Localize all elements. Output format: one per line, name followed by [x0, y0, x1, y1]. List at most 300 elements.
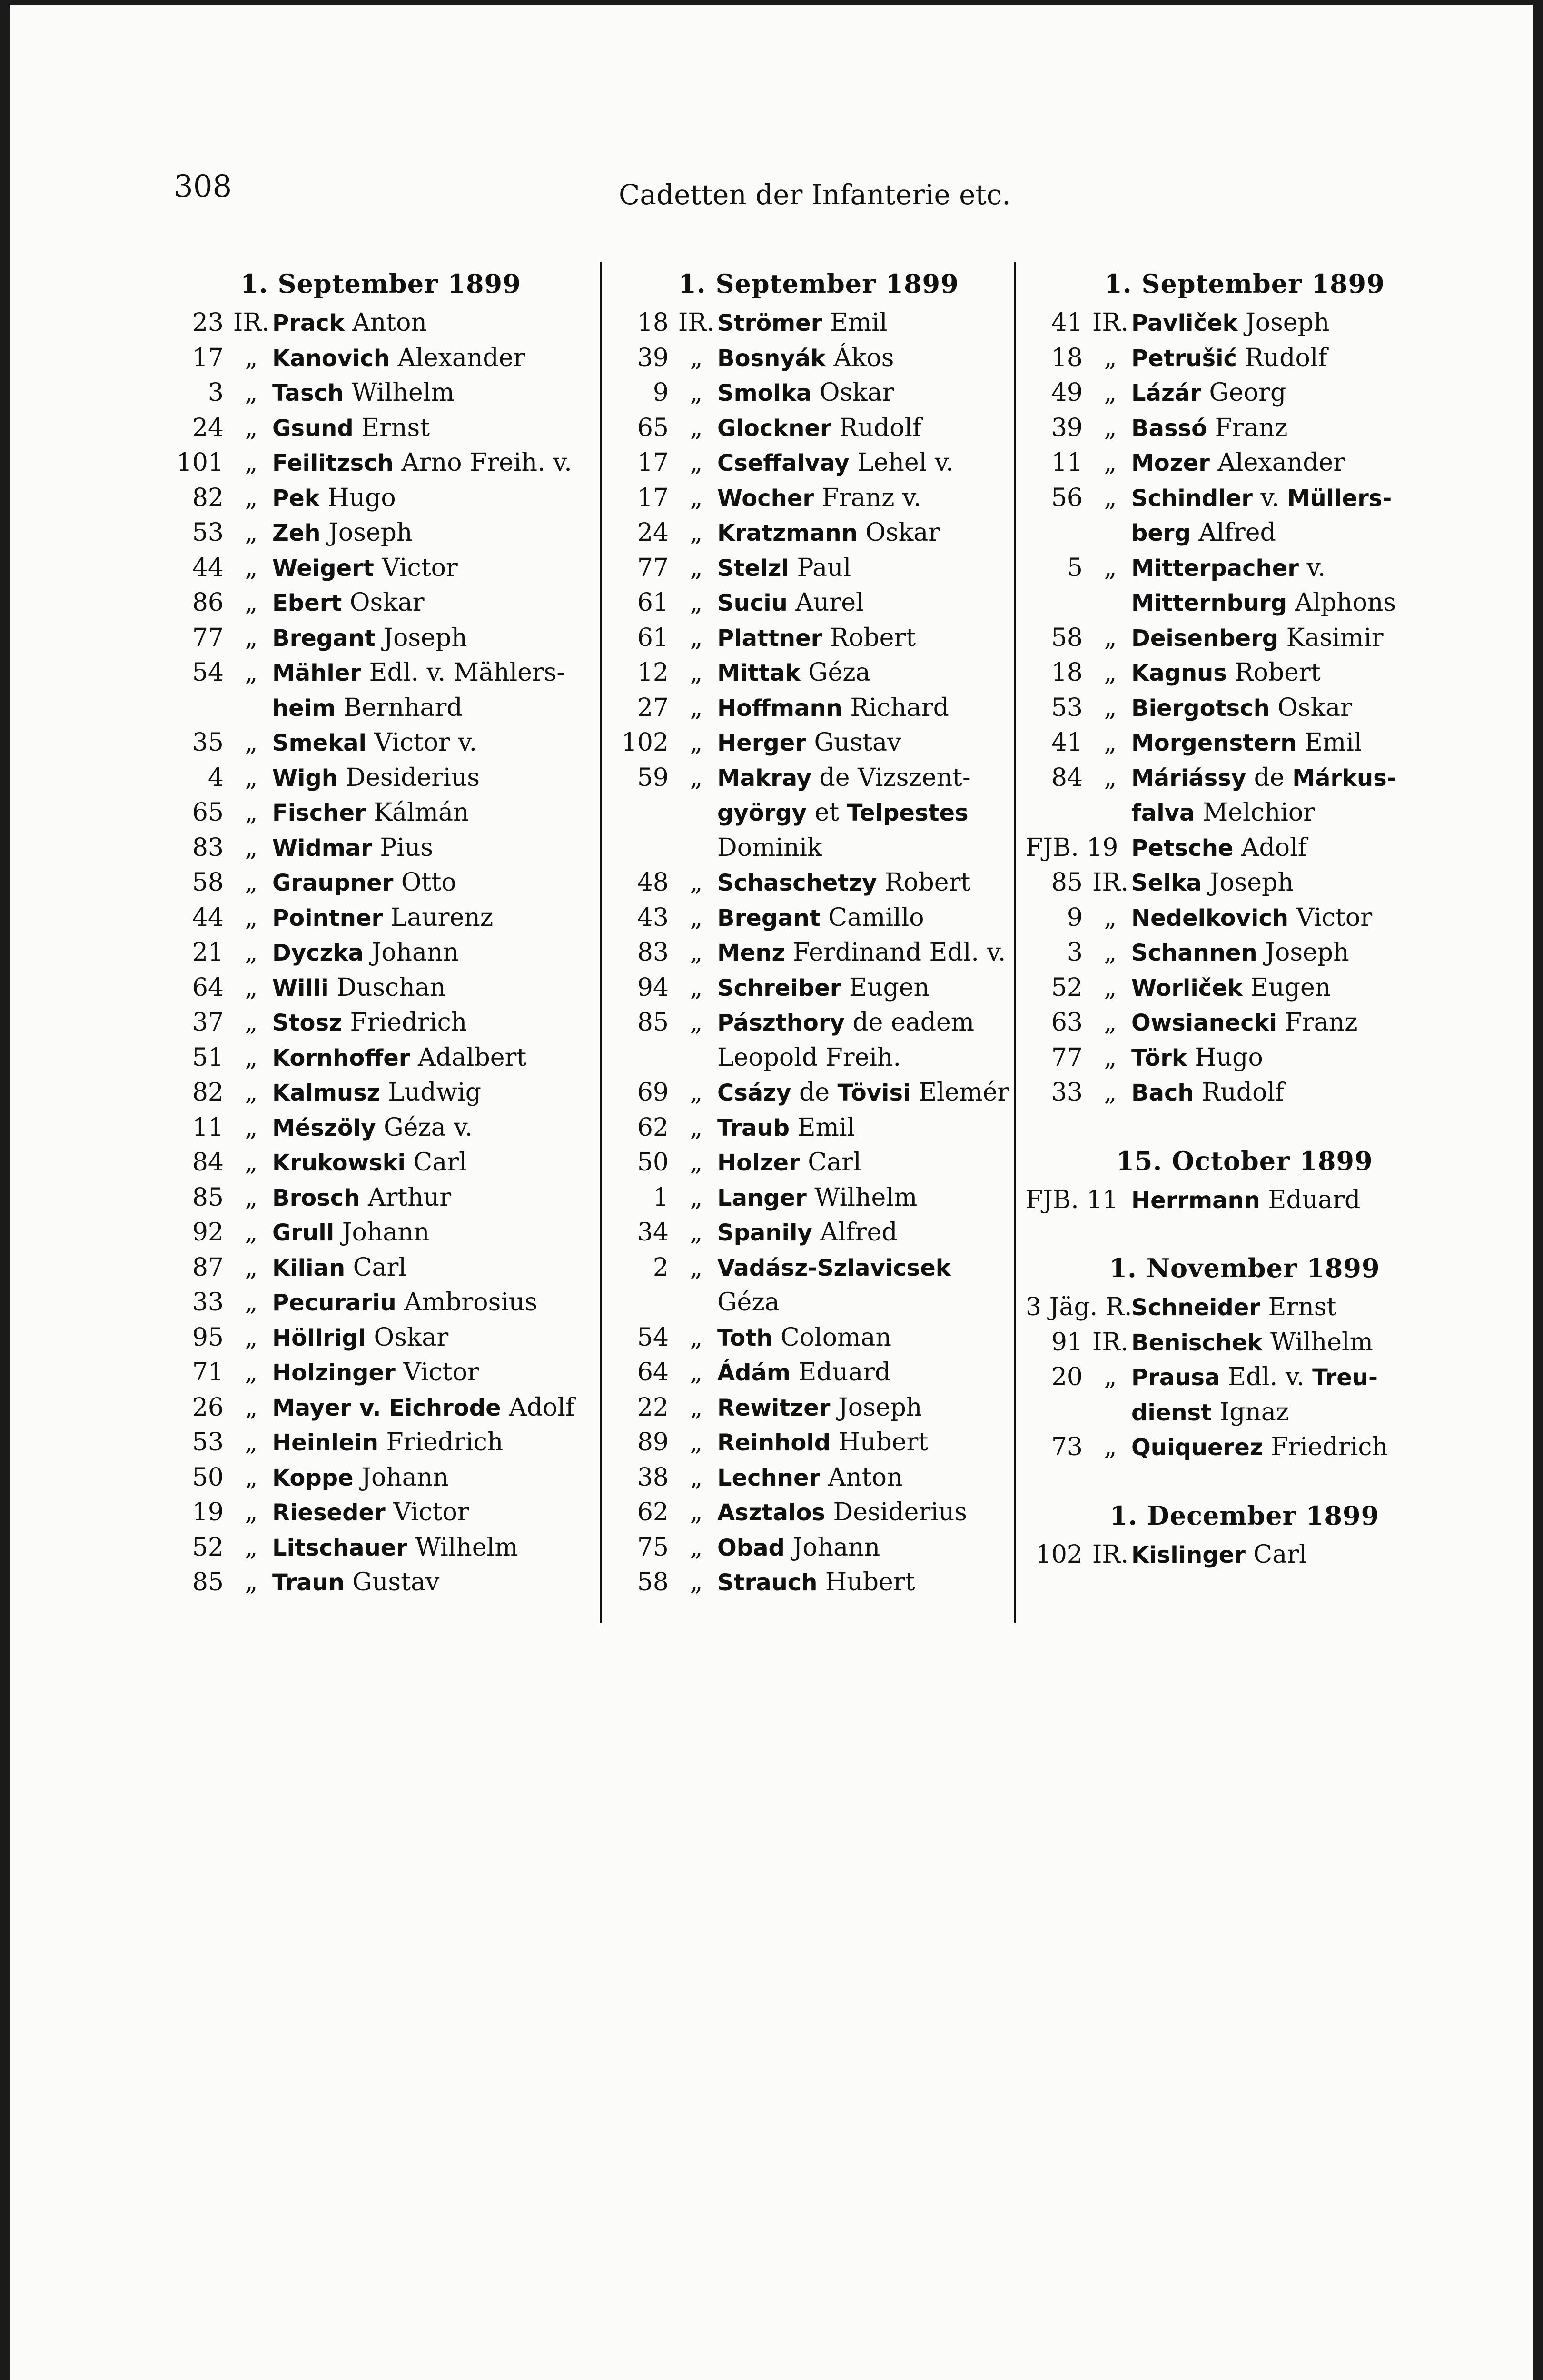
- surname: Pek: [272, 485, 320, 512]
- regiment-number: 22: [637, 1393, 669, 1422]
- list-item: [612, 935, 1026, 971]
- regiment-type: „: [690, 448, 703, 477]
- given-name: Emil: [830, 308, 888, 337]
- given-name: Emil: [1304, 728, 1362, 757]
- cadet-name: [717, 1495, 1026, 1530]
- regiment-type: „: [690, 1008, 703, 1037]
- surname: Máriássy: [1131, 764, 1246, 792]
- regiment-type: „: [1104, 623, 1117, 652]
- regiment-number: 34: [637, 1218, 669, 1247]
- given-name: Franz v.: [821, 483, 921, 512]
- list-item: [167, 1041, 595, 1076]
- regiment-type: „: [690, 973, 703, 1002]
- regiment-number: 94: [637, 973, 669, 1002]
- given-name: Géza: [717, 1288, 780, 1317]
- list-item: [612, 901, 1026, 936]
- regiment-number: 49: [1051, 378, 1083, 407]
- regiment-type: „: [690, 938, 703, 967]
- surname: Prausa: [1131, 1364, 1220, 1391]
- regiment-type: „: [690, 1253, 703, 1282]
- surname: Törk: [1131, 1044, 1187, 1071]
- regiment-number: 53: [1051, 693, 1083, 722]
- given-name: Elemér: [919, 1078, 1009, 1107]
- regiment-number: 62: [637, 1113, 669, 1142]
- cadet-name: [272, 971, 595, 1006]
- given-name: Joseph: [1265, 938, 1349, 967]
- given-name: Alfred: [820, 1218, 898, 1247]
- given-name: Ernst: [1268, 1293, 1337, 1321]
- surname: Petsche: [1131, 834, 1234, 862]
- cadet-name: [272, 1005, 595, 1041]
- cadet-name: [272, 306, 595, 341]
- given-name: Carl: [1253, 1540, 1307, 1569]
- list-item: [1026, 1325, 1464, 1360]
- regiment-type: „: [1104, 378, 1117, 407]
- given-name: Victor: [1296, 903, 1373, 932]
- regiment-number: 61: [637, 623, 669, 652]
- regiment-type: „: [1104, 1433, 1117, 1461]
- surname: Bregant: [717, 904, 821, 932]
- list-item: [612, 446, 1026, 481]
- list-item: [167, 1075, 595, 1111]
- list-item: [1026, 446, 1464, 481]
- regiment-number: 20: [1051, 1363, 1083, 1391]
- list-item: [612, 1250, 1026, 1286]
- cadet-name: [272, 1530, 595, 1566]
- regiment-type: „: [245, 868, 258, 897]
- regiment-type: „: [245, 1358, 258, 1387]
- cadet-name: [272, 551, 595, 586]
- surname: Benischek: [1131, 1329, 1263, 1356]
- list-item: [167, 516, 595, 551]
- regiment-type: „: [1104, 973, 1117, 1002]
- surname: heim: [272, 694, 336, 722]
- regiment-number: 41: [1051, 308, 1083, 337]
- list-item: [612, 551, 1026, 586]
- surname: Willi: [272, 974, 329, 1002]
- list-item: [167, 1180, 595, 1216]
- given-name: Kálmán: [374, 798, 469, 827]
- continuation-line: [1026, 516, 1464, 551]
- surname: Widmar: [272, 834, 372, 862]
- given-name: Géza: [808, 658, 870, 687]
- given-name: Adolf: [1241, 833, 1307, 862]
- regiment-label: 3 Jäg. R.: [1026, 1293, 1132, 1321]
- regiment-number: 50: [637, 1148, 669, 1177]
- surname: Pecurariu: [272, 1289, 396, 1316]
- given-name: Otto: [401, 868, 456, 897]
- list-item: [167, 446, 595, 481]
- surname: Weigert: [272, 555, 374, 582]
- surname: Bach: [1131, 1080, 1194, 1106]
- given-name: Joseph: [328, 518, 413, 547]
- surname: Kilian: [272, 1254, 346, 1281]
- regiment-label: FJB. 19: [1026, 833, 1118, 862]
- regiment-type: „: [1104, 693, 1117, 722]
- page-title: Cadetten der Infanterie etc.: [619, 178, 1011, 211]
- given-name: Oskar: [819, 378, 894, 407]
- cadet-name: [717, 1180, 1026, 1216]
- surname: Schindler: [1131, 485, 1253, 512]
- list-item: [612, 725, 1026, 761]
- regiment-type: „: [690, 1533, 703, 1562]
- cadet-name: [1131, 411, 1464, 446]
- indent-spacer: [612, 831, 717, 866]
- regiment-type: „: [1104, 343, 1117, 372]
- list-item: [167, 621, 595, 656]
- list-item: [167, 1530, 595, 1566]
- regiment-type: „: [690, 483, 703, 512]
- given-name: Friedrich: [386, 1428, 504, 1457]
- regiment-type: „: [1104, 763, 1117, 792]
- cadet-name: [1131, 1041, 1464, 1076]
- given-name: Leopold Freih.: [717, 1043, 901, 1072]
- surname: Treu-: [1312, 1364, 1378, 1391]
- list-item: [167, 1495, 595, 1530]
- regiment-type: „: [1104, 553, 1117, 582]
- given-name: Rudolf: [1202, 1078, 1285, 1107]
- list-item: [612, 1075, 1026, 1111]
- surname: Spanily: [717, 1220, 812, 1246]
- cadet-name: [272, 761, 595, 796]
- regiment-number: 61: [637, 588, 669, 617]
- regiment-number: 54: [637, 1323, 669, 1352]
- given-name: Joseph: [383, 623, 467, 652]
- regiment-type: IR.: [1092, 868, 1129, 897]
- surname: Brosch: [272, 1184, 360, 1211]
- list-item: [612, 516, 1026, 551]
- given-name: Gustav: [352, 1568, 440, 1597]
- section-heading: 1. September 1899: [240, 268, 521, 299]
- section-heading: 1. September 1899: [678, 268, 959, 299]
- continuation-line: [1026, 585, 1464, 621]
- regiment-number: 59: [637, 763, 669, 792]
- regiment-type: „: [1104, 448, 1117, 477]
- cadet-name: [717, 1250, 1026, 1286]
- given-name: Eugen: [1250, 973, 1331, 1002]
- list-item: [612, 865, 1026, 901]
- regiment-type: „: [245, 763, 258, 792]
- regiment-type: „: [690, 413, 703, 442]
- given-name: Ferdinand Edl. v.: [792, 938, 1006, 967]
- regiment-type: „: [690, 553, 703, 582]
- regiment-type: „: [690, 763, 703, 792]
- cadet-name: [717, 446, 1026, 481]
- regiment-type: „: [245, 938, 258, 967]
- regiment-number: 52: [1051, 973, 1083, 1002]
- list-item: [167, 831, 595, 866]
- regiment-type: „: [245, 903, 258, 932]
- list-item: [1026, 901, 1464, 936]
- surname: Toth: [717, 1324, 773, 1351]
- list-item: [612, 481, 1026, 516]
- surname: Stosz: [272, 1010, 342, 1036]
- given-name: Joseph: [838, 1393, 922, 1422]
- surname: Worliček: [1131, 974, 1243, 1002]
- regiment-type: „: [245, 1498, 258, 1527]
- regiment-type: „: [245, 833, 258, 862]
- regiment-number: 101: [176, 448, 224, 477]
- regiment-type: „: [245, 343, 258, 372]
- list-item: [1026, 1430, 1464, 1465]
- regiment-number: 63: [1051, 1008, 1083, 1037]
- regiment-number: 87: [192, 1253, 224, 1282]
- regiment-number: 54: [192, 658, 224, 687]
- surname: Holzinger: [272, 1359, 396, 1386]
- regiment-type: „: [245, 518, 258, 547]
- regiment-number: 58: [1051, 623, 1083, 652]
- surname: Mayer v. Eichrode: [272, 1394, 501, 1421]
- cadet-name: [717, 376, 1026, 411]
- cadet-name: [272, 446, 595, 481]
- surname: Fischer: [272, 800, 366, 826]
- regiment-number: 83: [637, 938, 669, 967]
- regiment-number: 17: [192, 343, 224, 372]
- list-item: [167, 795, 595, 831]
- list-item: [167, 901, 595, 936]
- cadet-name: [272, 935, 595, 971]
- regiment-type: „: [245, 1323, 258, 1352]
- given-name: Adalbert: [417, 1043, 527, 1072]
- regiment-type: „: [690, 1113, 703, 1142]
- indent-spacer: [1026, 516, 1131, 551]
- surname: Herger: [717, 730, 806, 756]
- regiment-number: 39: [1051, 413, 1083, 442]
- given-name: Eduard: [798, 1358, 891, 1387]
- given-name: Anton: [352, 308, 427, 337]
- cadet-name: [1131, 446, 1464, 481]
- regiment-number: 44: [192, 553, 224, 582]
- given-name: Victor v.: [374, 728, 477, 757]
- given-name: Paul: [797, 553, 851, 582]
- surname: Wigh: [272, 764, 338, 792]
- cadet-name: [272, 1565, 595, 1600]
- surname: Zeh: [272, 520, 321, 546]
- given-name: Hugo: [1195, 1043, 1263, 1072]
- surname: Selka: [1131, 870, 1202, 896]
- surname: györgy: [717, 800, 807, 826]
- list-item: [167, 1215, 595, 1250]
- given-name: Wilhelm: [814, 1183, 918, 1212]
- surname: Deisenberg: [1131, 625, 1279, 652]
- regiment-number: 53: [192, 1428, 224, 1457]
- regiment-number: 12: [637, 658, 669, 687]
- surname: Nedelkovich: [1131, 904, 1289, 932]
- surname: Langer: [717, 1184, 807, 1211]
- regiment-type: „: [245, 413, 258, 442]
- regiment-number: 85: [1051, 868, 1083, 897]
- continuation-line: [612, 831, 1026, 866]
- regiment-number: 62: [637, 1498, 669, 1527]
- given-name: et: [814, 798, 840, 827]
- list-item: [167, 655, 595, 691]
- cadet-name: [272, 865, 595, 901]
- list-item: [1026, 411, 1464, 446]
- list-item: [612, 1180, 1026, 1216]
- surname: Quiquerez: [1131, 1434, 1263, 1461]
- regiment-number: 18: [637, 308, 669, 337]
- given-name: Desiderius: [833, 1498, 968, 1527]
- regiment-number: 48: [637, 868, 669, 897]
- regiment-type: „: [245, 623, 258, 652]
- given-name: Richard: [850, 693, 949, 722]
- cadet-name: [1131, 1360, 1464, 1395]
- cadet-name: [1131, 971, 1464, 1006]
- cadet-name-continued: [272, 691, 595, 726]
- list-item: [1026, 306, 1464, 341]
- regiment-number: 17: [637, 448, 669, 477]
- surname: Telpestes: [847, 800, 969, 826]
- surname: Stelzl: [717, 555, 789, 582]
- regiment-number: 91: [1051, 1328, 1083, 1357]
- surname: Wocher: [717, 485, 814, 512]
- regiment-type: „: [245, 1428, 258, 1457]
- surname: Pászthory: [717, 1010, 845, 1036]
- cadet-name-continued: [717, 1285, 1026, 1320]
- regiment-number: 38: [637, 1463, 669, 1492]
- regiment-number: 18: [1051, 343, 1083, 372]
- surname: Kanovich: [272, 345, 390, 372]
- regiment-number: 92: [192, 1218, 224, 1247]
- cadet-name: [1131, 1005, 1464, 1041]
- regiment-type: „: [1104, 1008, 1117, 1037]
- cadet-name: [272, 795, 595, 831]
- regiment-type: „: [690, 1323, 703, 1352]
- cadet-name: [1131, 481, 1464, 516]
- continuation-line: [612, 795, 1026, 831]
- cadet-name-continued: [717, 1041, 1026, 1076]
- cadet-name: [272, 516, 595, 551]
- surname: dienst: [1131, 1399, 1212, 1426]
- regiment-number: 37: [192, 1008, 224, 1037]
- regiment-number: 64: [192, 973, 224, 1002]
- given-name: Bernhard: [343, 693, 463, 722]
- cadet-name: [717, 1425, 1026, 1460]
- given-name: Johann: [371, 938, 459, 967]
- surname: Pointner: [272, 904, 383, 932]
- regiment-type: „: [245, 973, 258, 1002]
- cadet-name: [272, 481, 595, 516]
- cadet-name-continued: [1131, 795, 1464, 831]
- cadet-name: [272, 1460, 595, 1496]
- given-name: Eduard: [1268, 1185, 1361, 1214]
- cadet-name: [1131, 1183, 1464, 1218]
- cadet-name: [272, 1075, 595, 1111]
- surname: Mitternburg: [1131, 590, 1287, 616]
- surname: Kalmusz: [272, 1080, 380, 1106]
- regiment-number: 4: [208, 763, 224, 792]
- surname: Kislinger: [1131, 1541, 1246, 1568]
- regiment-type: „: [690, 518, 703, 547]
- regiment-number: 84: [192, 1148, 224, 1177]
- regiment-number: 17: [637, 483, 669, 512]
- given-name: Camillo: [828, 903, 924, 932]
- surname: Obad: [717, 1534, 785, 1561]
- regiment-number: 83: [192, 833, 224, 862]
- surname: Vadász-Szlavicsek: [717, 1254, 951, 1281]
- regiment-number: 65: [637, 413, 669, 442]
- given-name: Carl: [808, 1148, 861, 1177]
- surname: Csázy: [717, 1080, 791, 1106]
- surname: Koppe: [272, 1464, 354, 1491]
- indent-spacer: [1026, 585, 1131, 621]
- given-name: Edl. v.: [1227, 1363, 1305, 1391]
- list-item: [1026, 1290, 1464, 1325]
- regiment-type: „: [690, 1078, 703, 1107]
- cadet-name: [717, 725, 1026, 761]
- given-name: Aurel: [795, 588, 864, 617]
- list-item: [167, 1285, 595, 1320]
- regiment-type: „: [245, 1078, 258, 1107]
- surname: Feilitzsch: [272, 450, 394, 476]
- given-name: Desiderius: [346, 763, 480, 792]
- list-item: [612, 1425, 1026, 1460]
- given-name: Georg: [1209, 378, 1286, 407]
- surname: Lázár: [1131, 380, 1201, 407]
- cadet-name: [1131, 935, 1464, 971]
- regiment-number: 71: [192, 1358, 224, 1387]
- cadet-name: [717, 516, 1026, 551]
- cadet-name: [272, 725, 595, 761]
- indent-spacer: [612, 795, 717, 831]
- given-name: Edl. v. Mählers-: [369, 658, 565, 687]
- list-item: [1026, 1183, 1464, 1218]
- surname: Heinlein: [272, 1429, 378, 1456]
- regiment-number: 64: [637, 1358, 669, 1387]
- cadet-name: [1131, 551, 1464, 586]
- given-name: Oskar: [1277, 693, 1352, 722]
- list-item: [612, 1320, 1026, 1356]
- list-item: [167, 1565, 595, 1600]
- cadet-name: [1131, 621, 1464, 656]
- regiment-type: „: [690, 693, 703, 722]
- regiment-number: 58: [192, 868, 224, 897]
- list-item: [612, 691, 1026, 726]
- cadet-name: [272, 621, 595, 656]
- cadet-name: [717, 1565, 1026, 1600]
- cadet-name: [717, 1390, 1026, 1426]
- surname: Asztalos: [717, 1499, 825, 1526]
- regiment-number: 24: [637, 518, 669, 547]
- cadet-name: [272, 341, 595, 376]
- given-name: Adolf: [509, 1393, 575, 1422]
- regiment-number: 26: [192, 1393, 224, 1422]
- given-name: de: [1254, 763, 1285, 792]
- list-item: [612, 1005, 1026, 1041]
- surname: Strömer: [717, 310, 822, 337]
- regiment-type: „: [1104, 658, 1117, 687]
- regiment-number: 33: [192, 1288, 224, 1317]
- regiment-number: 3: [208, 378, 224, 407]
- cadet-name: [272, 1320, 595, 1356]
- surname: Schaschetzy: [717, 870, 877, 896]
- cadet-name: [1131, 865, 1464, 901]
- regiment-number: 1: [653, 1183, 669, 1212]
- surname: falva: [1131, 800, 1195, 826]
- regiment-type: IR.: [233, 308, 270, 337]
- regiment-type: „: [245, 1218, 258, 1247]
- cadet-name: [1131, 1430, 1464, 1465]
- given-name: Kasimir: [1286, 623, 1384, 652]
- surname: Tasch: [272, 380, 344, 407]
- list-item: [1026, 1360, 1464, 1395]
- regiment-number: 77: [1051, 1043, 1083, 1072]
- cadet-name: [1131, 655, 1464, 691]
- surname: Biergotsch: [1131, 694, 1270, 722]
- cadet-name: [717, 1530, 1026, 1566]
- regiment-number: 2: [653, 1253, 669, 1282]
- section-heading: 1. November 1899: [1109, 1253, 1380, 1283]
